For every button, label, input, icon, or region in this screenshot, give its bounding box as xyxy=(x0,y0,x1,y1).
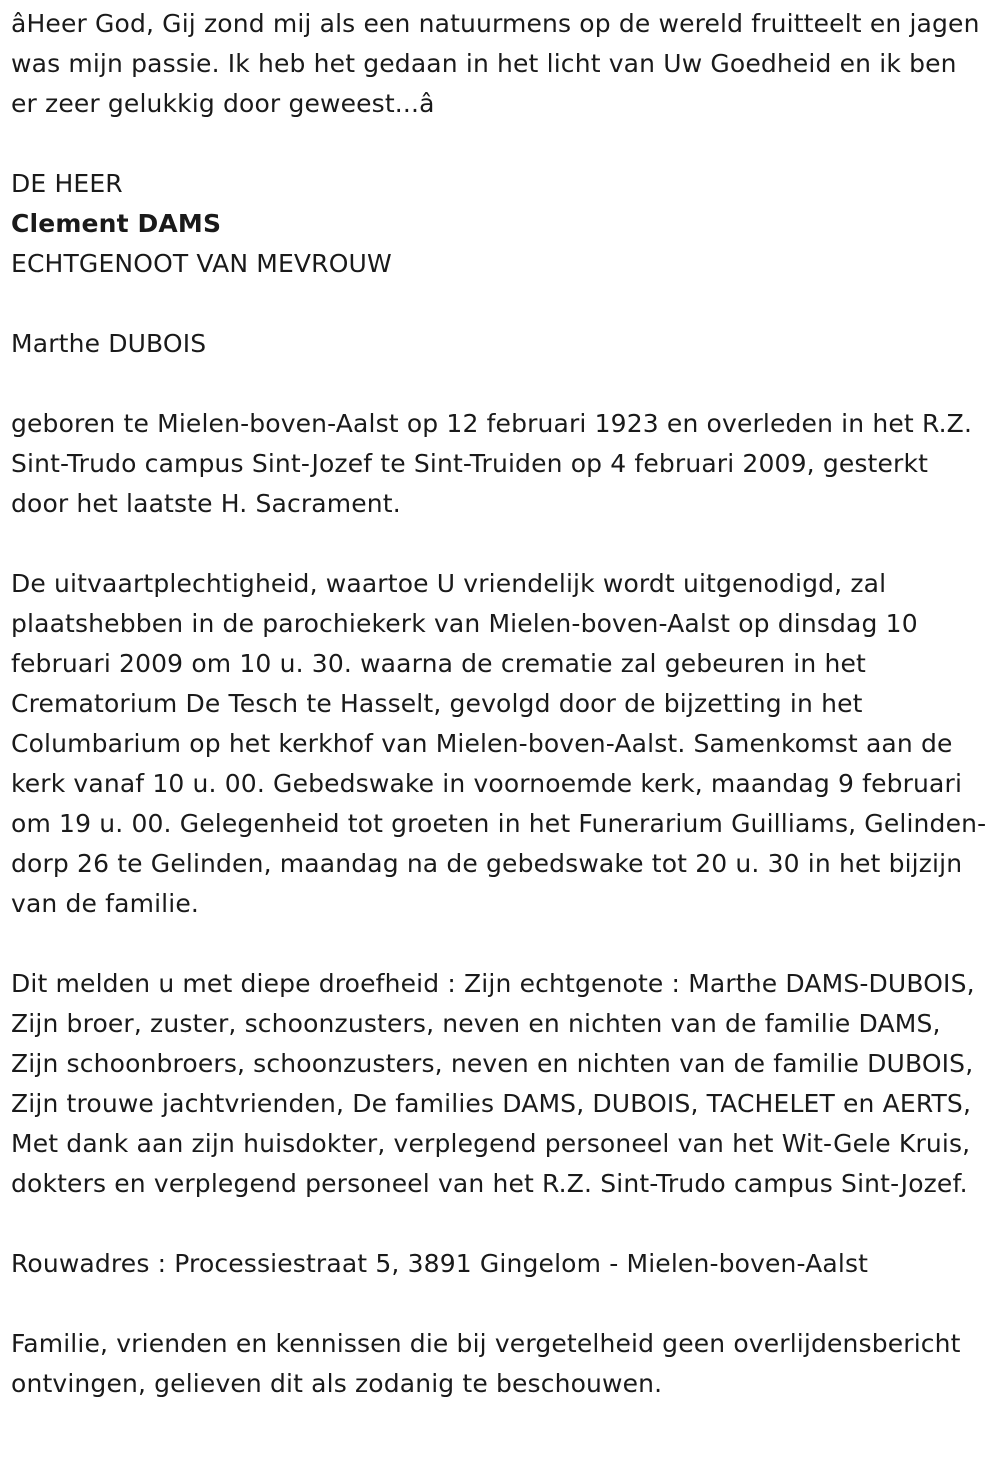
spacer xyxy=(11,124,990,164)
spacer xyxy=(11,1204,990,1244)
birth-death-paragraph: geboren te Mielen-boven-Aalst op 12 februari 1923 en overleden in het R.Z. Sint-Trudo campus Sint-Jozef te Sint-Truiden op 4 februari 2009, gesterkt door het laatste H. Sacrament. xyxy=(11,409,973,518)
spacer xyxy=(11,524,990,564)
spacer xyxy=(11,1284,990,1324)
closing-paragraph: Familie, vrienden en kennissen die bij vergetelheid geen overlijdensbericht ontvingen, gelieven dit als zodanig te beschouwen. xyxy=(11,1329,961,1398)
spacer xyxy=(11,284,990,324)
spacer xyxy=(11,924,990,964)
relation-line: ECHTGENOOT VAN MEVROUW xyxy=(11,249,392,278)
spacer xyxy=(11,364,990,404)
opening-quote: âHeer God, Gij zond mij als een natuurmens op de wereld fruitteelt en jagen was mijn passie. Ik heb het gedaan in het licht van Uw Goedheid en ik ben er zeer gelukkig door geweest...â xyxy=(11,9,980,118)
honorific-title: DE HEER xyxy=(11,169,123,198)
funeral-paragraph: De uitvaartplechtigheid, waartoe U vriendelijk wordt uitgenodigd, zal plaatshebben in de parochiekerk van Mielen-boven-Aalst op dinsdag 10 februari 2009 om 10 u. 30. waarna de crematie zal gebeuren in het Crematorium De Tesch te Hasselt, gevolgd door de bijzetting in het Columbarium op het kerkhof van Mielen-boven-Aalst. Samenkomst aan de kerk vanaf 10 u. 00. Gebedswake in voornoemde kerk, maandag 9 februari om 19 u. 00. Gelegenheid tot groeten in het Funerarium Guilliams, Gelinden-dorp 26 te Gelinden, maandag na de gebedswake tot 20 u. 30 in het bijzijn van de familie. xyxy=(11,569,987,918)
spouse-name: Marthe DUBOIS xyxy=(11,329,207,358)
mourning-address: Rouwadres : Processiestraat 5, 3891 Gingelom - Mielen-boven-Aalst xyxy=(11,1249,869,1278)
deceased-name: Clement DAMS xyxy=(11,209,222,238)
announcers-paragraph: Dit melden u met diepe droefheid : Zijn echtgenote : Marthe DAMS-DUBOIS, Zijn broer, zuster, schoonzusters, neven en nichten van de familie DAMS, Zijn schoonbroers, schoonzusters, neven en nichten van de familie DUBOIS, Zijn trouwe jachtvrienden, De families DAMS, DUBOIS, TACHELET en AERTS, Met dank aan zijn huisdokter, verplegend personeel van het Wit-Gele Kruis, dokters en verplegend personeel van het R.Z. Sint-Trudo campus Sint-Jozef. xyxy=(11,969,975,1198)
